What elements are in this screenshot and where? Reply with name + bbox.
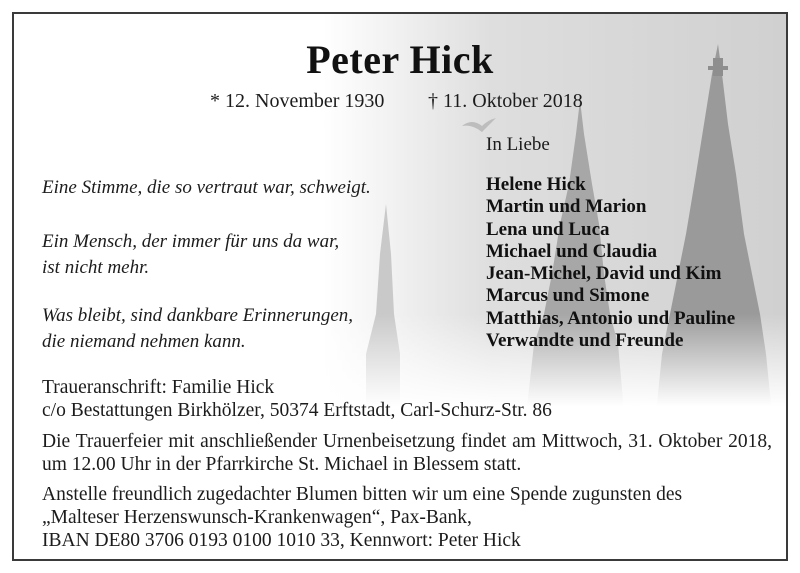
mourner-name: Jean-Michel, David und Kim [486,263,722,285]
mourner-name: Marcus und Simone [486,285,650,307]
mourner-name: Lena und Luca [486,218,610,240]
verse-line: Was bleibt, sind dankbare Erinnerungen, [42,305,354,326]
address-line: c/o Bestattungen Birkhölzer, 50374 Erftstadt, Carl-Schurz-Str. 86 [42,400,552,421]
mourners-list [486,174,735,352]
mourner-name: Michael und Claudia [486,240,658,262]
verse-line: Eine Stimme, die so vertraut war, schweigt. [42,177,371,198]
verse-line: die niemand nehmen kann. [42,331,246,352]
death-date: † 11. Oktober 2018 [428,90,583,112]
mourner-name: Verwandte und Freunde [486,330,684,352]
verse-line: ist nicht mehr. [42,257,150,278]
donation-line: Anstelle freundlich zugedachter Blumen bitten wir um eine Spende zugunsten des [42,484,683,505]
birth-date: * 12. November 1930 [210,90,385,112]
donation-line: „Malteser Herzenswunsch-Krankenwagen“, Pax-Bank, [42,507,472,528]
mourner-name: Helene Hick [486,174,586,195]
mourner-name: Martin und Marion [486,196,647,218]
obituary-notice [12,12,788,561]
verse-line: Ein Mensch, der immer für uns da war, [42,231,340,252]
donation-info [42,483,772,552]
deceased-name: Peter Hick [306,37,494,82]
mourner-name: Matthias, Antonio und Pauline [486,307,736,329]
ceremony-info: Die Trauerfeier mit anschließender Urnenbeisetzung findet am Mittwoch, 31. Oktober 2018, um 12.00 Uhr in der Pfarrkirche St. Michael in Blessem statt. [42,431,772,475]
address-line: Traueranschrift: Familie Hick [42,377,275,398]
in-love-label: In Liebe [486,134,550,155]
mourning-address [42,376,772,422]
donation-line: IBAN DE80 3706 0193 0100 1010 33, Kennwort: Peter Hick [42,530,521,551]
